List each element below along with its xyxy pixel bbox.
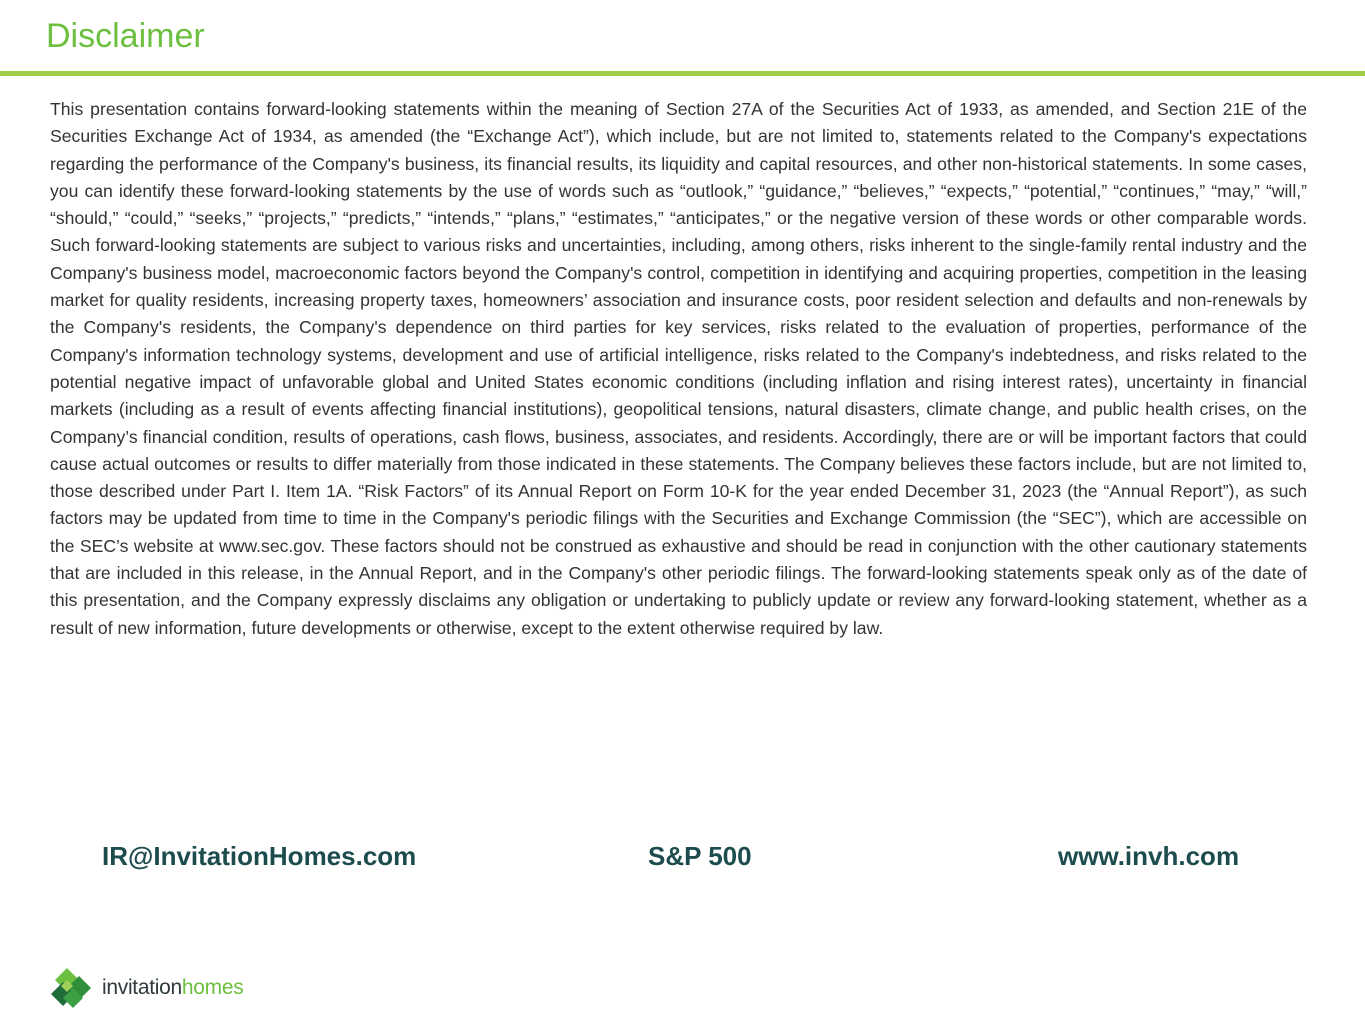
logo-word-homes: homes [181, 976, 244, 999]
website-link[interactable]: www.invh.com [1058, 841, 1240, 871]
index-label: S&P 500 [648, 841, 752, 871]
logo-wordmark [102, 975, 243, 1001]
company-logo [50, 966, 280, 1012]
diamond-cluster-logo-icon [50, 966, 94, 1010]
disclaimer-body: This presentation contains forward-looking statements within the meaning of Section 27A of the Securities Act of 1933, as amended, and Section 21E of the Securities Exchange Act of 1934, as amended (the “Exchange Act”), which include, but are not limited to, statements related to the Company's expectations regarding the performance of the Company's business, its financial results, its liquidity and capital resources, and other non-historical statements. In some cases, you can identify these forward-looking statements by the use of words such as “outlook,” “guidance,” “believes,” “expects,” “potential,” “continues,” “may,” “will,” “should,” “could,” “seeks,” “projects,” “predicts,” “intends,” “plans,” “estimates,” “anticipates,” or the negative version of these words or other comparable words. Such forward-looking statements are subject to various risks and uncertainties, including, among others, risks inherent to the single-family rental industry and the Company's business model, macroeconomic factors beyond the Company's control, competition in identifying and acquiring properties, competition in the leasing market for quality residents, increasing property taxes, homeowners’ association and insurance costs, poor resident selection and defaults and non-renewals by the Company's residents, the Company's dependence on third parties for key services, risks related to the evaluation of properties, performance of the Company's information technology systems, development and use of artificial intelligence, risks related to the Company's indebtedness, and risks related to the potential negative impact of unfavorable global and United States economic conditions (including inflation and rising interest rates), uncertainty in financial markets (including as a result of events affecting financial institutions), geopolitical tensions, natural disasters, climate change, and public health crises, on the Company’s financial condition, results of operations, cash flows, business, associates, and residents. Accordingly, there are or will be important factors that could cause actual outcomes or results to differ materially from those indicated in these statements. The Company believes these factors include, but are not limited to, those described under Part I. Item 1A. “Risk Factors” of its Annual Report on Form 10-K for the year ended December 31, 2023 (the “Annual Report”), as such factors may be updated from time to time in the Company's periodic filings with the Securities and Exchange Commission (the “SEC”), which are accessible on the SEC’s website at www.sec.gov. These factors should not be construed as exhaustive and should be read in conjunction with the other cautionary statements that are included in this release, in the Annual Report, and in the Company's other periodic filings. The forward-looking statements speak only as of the date of this presentation, and the Company expressly disclaims any obligation or undertaking to publicly update or review any forward-looking statement, whether as a result of new information, future developments or otherwise, except to the extent otherwise required by law. [50, 99, 1307, 638]
logo-word-invitation: invitation [102, 976, 182, 999]
contact-row [0, 838, 1365, 874]
ir-email-link[interactable]: IR@InvitationHomes.com [102, 841, 417, 871]
page-title: Disclaimer [46, 17, 205, 55]
title-divider [0, 71, 1365, 76]
